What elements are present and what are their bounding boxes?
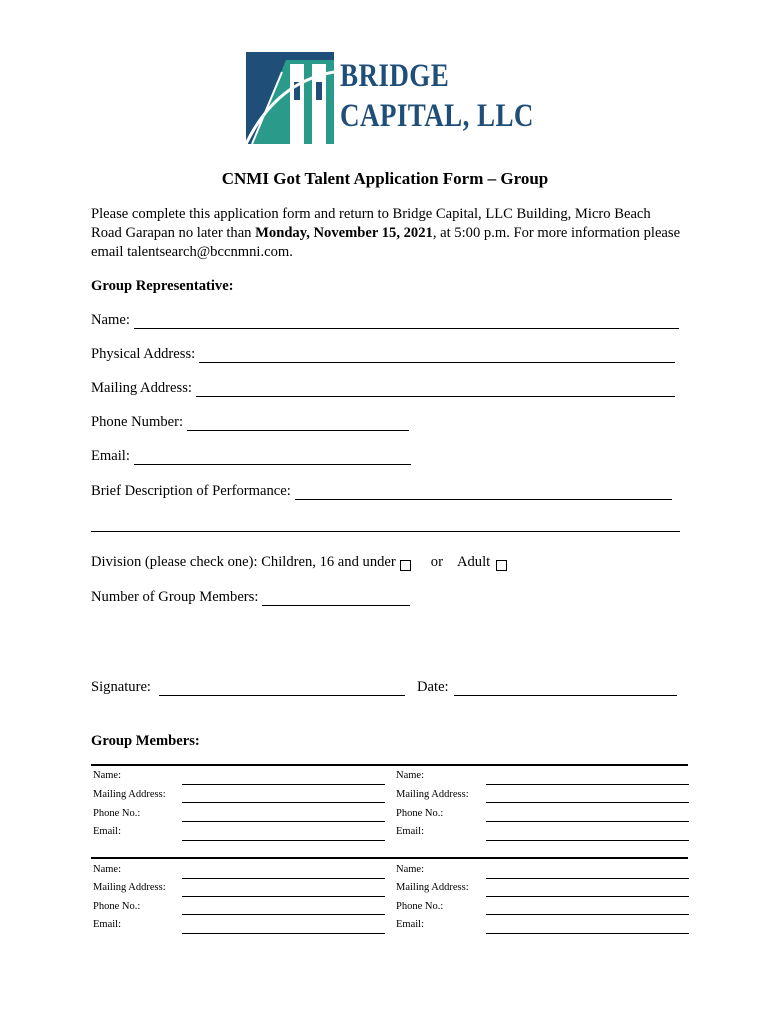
bridge-logo-icon bbox=[246, 52, 334, 144]
member-4-email-field[interactable] bbox=[486, 933, 689, 934]
member-count-field[interactable] bbox=[262, 590, 410, 606]
member-name-label: Name: bbox=[93, 864, 121, 875]
rep-email-label: Email: bbox=[91, 448, 130, 464]
rep-mailing-label: Mailing Address: bbox=[91, 380, 192, 396]
rep-name-row bbox=[91, 312, 679, 329]
member-name-label: Name: bbox=[396, 770, 424, 781]
logo-line-1: BRIDGE bbox=[340, 58, 450, 94]
member-mailing-label: Mailing Address: bbox=[396, 882, 469, 893]
children-checkbox[interactable] bbox=[400, 560, 411, 571]
logo-wordmark bbox=[340, 56, 534, 136]
member-email-label: Email: bbox=[93, 919, 121, 930]
members-heading: Group Members: bbox=[91, 733, 200, 749]
rep-physical-address-field[interactable] bbox=[199, 347, 675, 363]
member-2-name-field[interactable] bbox=[486, 784, 689, 785]
signature-field[interactable] bbox=[159, 680, 405, 696]
division-label: Division (please check one): Children, 16 and under bbox=[91, 554, 396, 570]
member-4-phone-field[interactable] bbox=[486, 914, 689, 915]
member-mailing-label: Mailing Address: bbox=[93, 789, 166, 800]
members-separator-1 bbox=[91, 764, 688, 766]
member-name-label: Name: bbox=[93, 770, 121, 781]
company-logo bbox=[246, 52, 534, 144]
rep-email-row bbox=[91, 448, 411, 465]
member-count-row bbox=[91, 589, 410, 606]
member-3-email-field[interactable] bbox=[182, 933, 385, 934]
member-2-email-field[interactable] bbox=[486, 840, 689, 841]
member-4-name-field[interactable] bbox=[486, 878, 689, 879]
rep-phone-label: Phone Number: bbox=[91, 414, 184, 430]
member-phone-label: Phone No.: bbox=[396, 808, 444, 819]
member-phone-label: Phone No.: bbox=[93, 808, 141, 819]
member-phone-label: Phone No.: bbox=[396, 901, 444, 912]
date-label: Date: bbox=[417, 679, 449, 695]
members-separator-2 bbox=[91, 857, 688, 859]
member-3-name-field[interactable] bbox=[182, 878, 385, 879]
rep-description-label: Brief Description of Performance: bbox=[91, 483, 291, 499]
member-count-label: Number of Group Members: bbox=[91, 589, 259, 605]
adult-checkbox[interactable] bbox=[496, 560, 507, 571]
member-3-phone-field[interactable] bbox=[182, 914, 385, 915]
member-2-mailing-field[interactable] bbox=[486, 802, 689, 803]
rep-name-label: Name: bbox=[91, 312, 130, 328]
division-or: or bbox=[430, 554, 443, 570]
member-mailing-label: Mailing Address: bbox=[93, 882, 166, 893]
member-phone-label: Phone No.: bbox=[93, 901, 141, 912]
member-2-phone-field[interactable] bbox=[486, 821, 689, 822]
rep-phone-row bbox=[91, 414, 409, 431]
adult-label: Adult bbox=[456, 554, 491, 570]
rep-physical-row bbox=[91, 346, 675, 363]
member-1-phone-field[interactable] bbox=[182, 821, 385, 822]
signature-label: Signature: bbox=[91, 679, 151, 695]
rep-description-row bbox=[91, 483, 672, 500]
rep-email-field[interactable] bbox=[134, 449, 411, 465]
representative-heading: Group Representative: bbox=[91, 278, 234, 294]
intro-text-2: , at 5:00 p.m. For more information please email talentsearch@bccnmni.com. bbox=[91, 225, 681, 260]
member-email-label: Email: bbox=[396, 826, 424, 837]
intro-text-1: Please complete this application form and return to Bridge Capital, LLC Building, Micro Beach Road Garapan no later than bbox=[91, 206, 651, 241]
rep-mailing-row bbox=[91, 380, 675, 397]
member-email-label: Email: bbox=[93, 826, 121, 837]
member-1-mailing-field[interactable] bbox=[182, 802, 385, 803]
division-row bbox=[91, 554, 507, 571]
signature-row bbox=[91, 679, 677, 696]
member-4-mailing-field[interactable] bbox=[486, 896, 689, 897]
rep-description-field-2[interactable] bbox=[91, 531, 680, 532]
member-1-email-field[interactable] bbox=[182, 840, 385, 841]
rep-mailing-address-field[interactable] bbox=[196, 381, 675, 397]
date-field[interactable] bbox=[454, 680, 677, 696]
rep-phone-field[interactable] bbox=[187, 415, 409, 431]
form-title: CNMI Got Talent Application Form – Group bbox=[221, 169, 549, 188]
member-name-label: Name: bbox=[396, 864, 424, 875]
member-email-label: Email: bbox=[396, 919, 424, 930]
instructions-paragraph bbox=[91, 205, 681, 262]
rep-name-field[interactable] bbox=[134, 313, 679, 329]
deadline-text: Monday, November 15, 2021 bbox=[255, 225, 433, 241]
logo-line-2: CAPITAL, LLC bbox=[340, 98, 534, 134]
member-1-name-field[interactable] bbox=[182, 784, 385, 785]
rep-physical-label: Physical Address: bbox=[91, 346, 196, 362]
member-mailing-label: Mailing Address: bbox=[396, 789, 469, 800]
rep-description-field[interactable] bbox=[295, 484, 672, 500]
member-3-mailing-field[interactable] bbox=[182, 896, 385, 897]
